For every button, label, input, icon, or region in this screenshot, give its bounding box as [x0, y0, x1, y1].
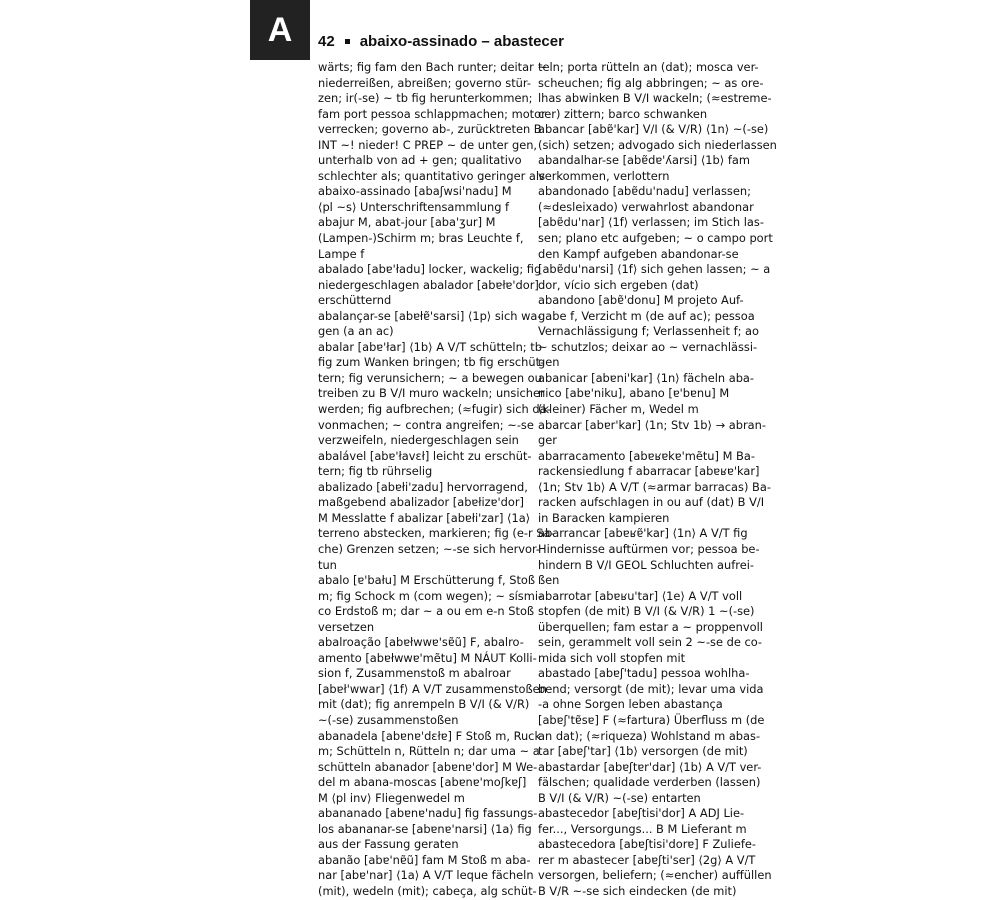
dictionary-line: bend; versorgt (de mit); levar uma vida — [538, 681, 764, 696]
dictionary-line: fälschen; qualidade verderben (lassen) — [538, 775, 761, 790]
dictionary-line: ~ schutzlos; deixar ao ~ vernachlässi- — [538, 339, 758, 354]
dictionary-line: an dat); (≈riqueza) Wohlstand m abas- — [538, 728, 761, 743]
dictionary-line: nar [abɐ'nar] ⟨1a⟩ A V/T leque fächeln — [318, 868, 534, 883]
dictionary-line: abalo [ɐ'bału] M Erschütterung f, Stoß — [318, 573, 536, 588]
dictionary-line: schütteln abanador [abɐnɐ'dor] M We- — [318, 759, 538, 774]
dictionary-line: tern; fig verunsichern; ~ a bewegen ou — [318, 370, 542, 385]
dictionary-line: abanadela [abɐnɐ'dɛłɐ] F Stoß m, Ruck — [318, 728, 542, 743]
dictionary-line: abalizado [abɐłi'zadu] hervorragend, — [318, 479, 528, 494]
left-column — [318, 60, 555, 900]
dictionary-line: rackensiedlung f abarracar [abɐʁɐ'kar] — [538, 464, 760, 479]
dictionary-line: zen; ir(-se) ~ tb fig herunterkommen; — [318, 91, 533, 106]
dictionary-line: m; fig Schock m (com wegen); ~ sísmi- — [318, 588, 543, 603]
dictionary-line: verzweifeln, niedergeschlagen sein — [318, 433, 519, 448]
dictionary-line: abancar [abɐ̃'kar] V/I (& V/R) ⟨1n⟩ ~(-se) — [538, 122, 769, 137]
dictionary-line: fer..., Versorgungs... B M Lieferant m — [538, 821, 747, 836]
dictionary-line: M ⟨pl inv⟩ Fliegenwedel m — [318, 790, 465, 805]
dictionary-line: stopfen (de mit) B V/I (& V/R) 1 ~(-se) — [538, 604, 755, 619]
dictionary-line: abastecedor [abɐʃtisi'dor] A ADJ Lie- — [538, 806, 745, 821]
dictionary-line: abanão [abɐ'nɐ̃ũ] fam M Stoß m aba- — [318, 852, 531, 867]
dictionary-line: (sich) setzen; advogado sich niederlassen — [538, 137, 777, 152]
dictionary-line: abastecedora [abɐʃtisi'dorɐ] F Zuliefe- — [538, 837, 756, 852]
dictionary-line: mit (dat); fig anrempeln B V/I (& V/R) — [318, 697, 530, 712]
dictionary-line: mida sich voll stopfen mit — [538, 650, 686, 665]
dictionary-line: M Messlatte f abalizar [abɐłi'zar] ⟨1a⟩ — [318, 510, 531, 525]
dictionary-line: tern; fig tb rührselig — [318, 464, 433, 479]
dictionary-line: ⟨1n; Stv 1b⟩ A V/T (≈armar barracas) Ba- — [538, 479, 771, 494]
dictionary-line: den Kampf aufgeben abandonar-se — [538, 246, 739, 261]
dictionary-line: abananado [abɐnɐ'nadu] fig fassungs- — [318, 806, 538, 821]
dictionary-line: dor, vício sich ergeben (dat) — [538, 277, 699, 292]
dictionary-line: ger — [538, 433, 557, 448]
dictionary-line: fam port pessoa schlappmachen; motor — [318, 106, 546, 121]
dictionary-line: co Erdstoß m; dar ~ a ou em e-n Stoß — [318, 604, 535, 619]
dictionary-line: erschütternd — [318, 293, 392, 308]
dictionary-line: sion f, Zusammenstoß m abalroar — [318, 666, 511, 681]
dictionary-line: (mit), wedeln (mit); cabeça, alg schüt- — [318, 883, 537, 898]
dictionary-line: versorgen, beliefern; (≈encher) auffüllen — [538, 868, 772, 883]
dictionary-line: schlechter als; quantitativo geringer als — [318, 168, 546, 183]
dictionary-line: abastardar [abɐʃtɐr'dar] ⟨1b⟩ A V/T ver- — [538, 759, 762, 774]
dictionary-line: [abɐ̃du'narsi] ⟨1f⟩ sich gehen lassen; ~ a — [538, 262, 771, 277]
dictionary-line: tun — [318, 557, 337, 572]
dictionary-line: verkommen, verlottern — [538, 168, 670, 183]
dictionary-line: (Lampen-)Schirm m; bras Leuchte f, — [318, 231, 524, 246]
dictionary-line: abalroação [abɐłwwɐ'sɐ̃ũ] F, abalro- — [318, 635, 524, 650]
thumb-index-letter: A — [250, 0, 310, 60]
dictionary-line: abarrancar [abɐʁɐ̃'kar] ⟨1n⟩ A V/T fig — [538, 526, 748, 541]
dictionary-line: gen (a an ac) — [318, 324, 394, 339]
dictionary-line: sein, gerammelt voll sein 2 ~-se de co- — [538, 635, 763, 650]
dictionary-line: Hindernisse auftürmen vor; pessoa be- — [538, 541, 760, 556]
dictionary-line: abarrotar [abɐʁu'tar] ⟨1e⟩ A V/T voll — [538, 588, 743, 603]
dictionary-line: maßgebend abalizador [abɐłizɐ'dor] — [318, 495, 524, 510]
dictionary-line: ßen — [538, 573, 560, 588]
dictionary-line: abaixo-assinado [abaʃwsi'nadu] M — [318, 184, 512, 199]
dictionary-line: Vernachlässigung f; Verlassenheit f; ao — [538, 324, 759, 339]
dictionary-line: [abɐ̃du'nar] ⟨1f⟩ verlassen; im Stich las- — [538, 215, 764, 230]
dictionary-line: abandonado [abɐ̃du'nadu] verlassen; — [538, 184, 751, 199]
dictionary-line: B V/R ~-se sich eindecken (de mit) — [538, 883, 737, 898]
dictionary-line: wärts; fig fam den Bach runter; deitar ~ — [318, 60, 547, 74]
dictionary-line: versetzen — [318, 619, 375, 634]
dictionary-line: gen — [538, 355, 560, 370]
dictionary-line: abandalhar-se [abɐ̃dɐ'ʎarsi] ⟨1b⟩ fam — [538, 153, 750, 168]
dictionary-line: in Baracken kampieren — [538, 510, 670, 525]
dictionary-line: -a ohne Sorgen leben abastança — [538, 697, 723, 712]
dictionary-line: racken aufschlagen in ou auf (dat) B V/I — [538, 495, 765, 510]
dictionary-line: ~(-se) zusammenstoßen — [318, 712, 459, 727]
dictionary-line: abalançar-se [abɐłɐ̃'sarsi] ⟨1p⟩ sich wa- — [318, 308, 542, 323]
dictionary-line: abandono [abɐ̃'donu] M projeto Auf- — [538, 293, 744, 308]
dictionary-line: nico [abɐ'niku], abano [ɐ'bɐnu] M — [538, 386, 730, 401]
dictionary-line: [abɐʃ'tɐ̃sɐ] F (≈fartura) Überfluss m (de — [538, 712, 765, 727]
dictionary-line: fig zum Wanken bringen; tb fig erschüt- — [318, 355, 545, 370]
dictionary-line: [abɐł'wwar] ⟨1f⟩ A V/T zusammenstoßen — [318, 681, 547, 696]
dictionary-line: sen; plano etc aufgeben; ~ o campo port — [538, 231, 773, 246]
dictionary-line: (kleiner) Fächer m, Wedel m — [538, 402, 699, 417]
dictionary-line: abarracamento [abɐʁɐkɐ'mẽtu] M Ba- — [538, 448, 755, 463]
dictionary-line: treiben zu B V/I muro wackeln; unsicher — [318, 386, 545, 401]
dictionary-line: gabe f, Verzicht m (de auf ac); pessoa — [538, 308, 755, 323]
dictionary-line: che) Grenzen setzen; ~-se sich hervor- — [318, 541, 541, 556]
dictionary-line: amento [abɐłwwɐ'mẽtu] M NÁUT Kolli- — [318, 650, 537, 665]
dictionary-line: del m abana-moscas [abɐnɐ'moʃkɐʃ] — [318, 775, 527, 790]
dictionary-line: abalável [abɐ'łavɛł] leicht zu erschüt- — [318, 448, 532, 463]
dictionary-line: niederreißen, abreißen; governo stür- — [318, 75, 531, 90]
right-column — [538, 60, 777, 900]
dictionary-line: B V/I (& V/R) ~(-se) entarten — [538, 790, 701, 805]
dictionary-line: abajur M, abat-jour [aba'ʒur] M — [318, 215, 496, 230]
header-bullet — [345, 39, 350, 44]
dictionary-line: aus der Fassung geraten — [318, 837, 459, 852]
dictionary-line: abalar [abɐ'łar] ⟨1b⟩ A V/T schütteln; tb — [318, 339, 542, 354]
dictionary-line: (≈desleixado) verwahrlost abandonar — [538, 199, 754, 214]
dictionary-line: ⟨pl ~s⟩ Unterschriftensammlung f — [318, 199, 510, 214]
running-title: abaixo-assinado – abastecer — [359, 32, 564, 50]
dictionary-line: abanicar [abɐni'kar] ⟨1n⟩ fächeln aba- — [538, 370, 755, 385]
dictionary-line: teln; porta rütteln an (dat); mosca ver- — [538, 60, 759, 74]
page-number: 42 — [318, 32, 335, 50]
dictionary-line: abarcar [abɐr'kar] ⟨1n; Stv 1b⟩ → abran- — [538, 417, 766, 432]
dictionary-line: Lampe f — [318, 246, 365, 261]
dictionary-line: unterhalb von ad + gen; qualitativo — [318, 153, 522, 168]
dictionary-line: tar [abɐʃ'tar] ⟨1b⟩ versorgen (de mit) — [538, 744, 748, 759]
dictionary-line: lhas abwinken B V/I wackeln; (≈estreme- — [538, 91, 772, 106]
dictionary-line: überquellen; fam estar a ~ proppenvoll — [538, 619, 763, 634]
dictionary-line: abalado [abɐ'ładu] locker, wackelig; fig — [318, 262, 542, 277]
dictionary-line: terreno abstecken, markieren; fig (e-r Sa- — [318, 526, 555, 541]
dictionary-line: abastado [abɐʃ'tadu] pessoa wohlha- — [538, 666, 750, 681]
dictionary-line: INT ~! nieder! C PREP ~ de unter gen, — [318, 137, 538, 152]
dictionary-line: verrecken; governo ab-, zurücktreten B — [318, 122, 542, 137]
dictionary-line: los abananar-se [abɐnɐ'narsi] ⟨1a⟩ fig — [318, 821, 532, 836]
dictionary-line: hindern B V/I GEOL Schluchten aufrei- — [538, 557, 754, 572]
dictionary-line: vonmachen; ~ contra angreifen; ~-se — [318, 417, 534, 432]
page-header — [318, 30, 738, 52]
dictionary-line: niedergeschlagen abalador [abɐłɐ'dor] — [318, 277, 539, 292]
dictionary-line: rer m abastecer [abɐʃti'ser] ⟨2g⟩ A V/T — [538, 852, 756, 867]
dictionary-line: m; Schütteln n, Rütteln n; dar uma ~ a — [318, 744, 540, 759]
dictionary-line: werden; fig aufbrechen; (≈fugir) sich da- — [318, 402, 551, 417]
dictionary-line: cer) zittern; barco schwanken — [538, 106, 708, 121]
dictionary-line: scheuchen; fig alg abbringen; ~ as ore- — [538, 75, 764, 90]
